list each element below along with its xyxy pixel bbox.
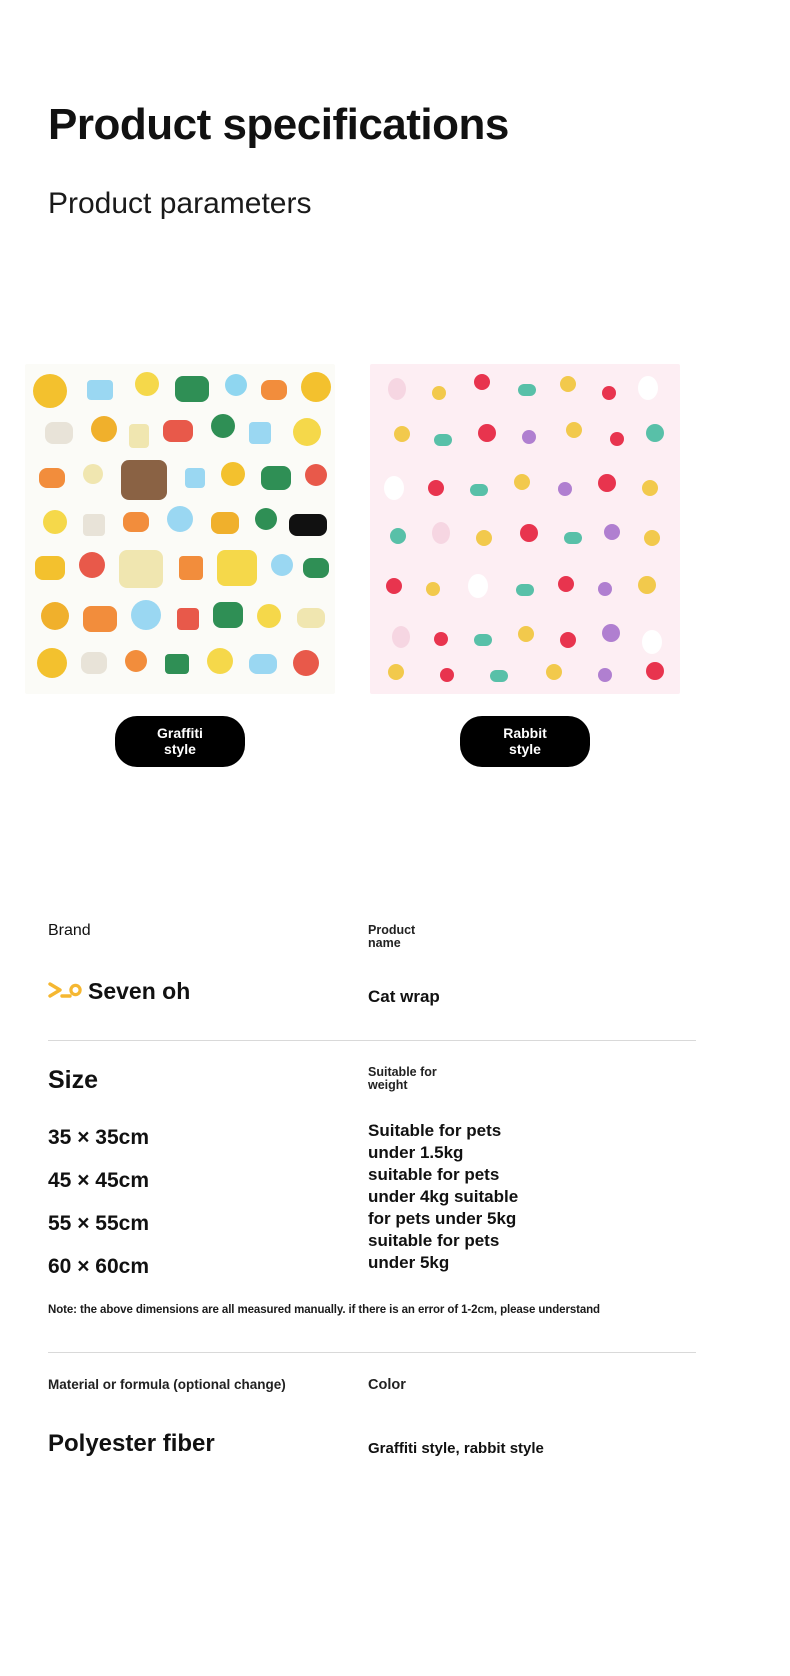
measurement-note: Note: the above dimensions are all measured manually. if there is an error of 1-2cm, please understand (48, 1304, 600, 1316)
brand-label: Brand (48, 922, 91, 939)
weight-line: suitable for pets (368, 1165, 500, 1184)
rabbit-pattern-image (370, 364, 680, 694)
size-option: 35 × 35cm (48, 1126, 150, 1149)
divider-1 (48, 1040, 696, 1041)
color-label: Color (368, 1377, 406, 1393)
badge-label-line2: style (509, 741, 541, 757)
badge-label-line1: Graffiti (157, 725, 203, 741)
section-subtitle: Product parameters (48, 187, 312, 220)
weight-list (368, 1120, 518, 1274)
size-label: Size (48, 1066, 99, 1094)
graffiti-pattern-image (25, 364, 335, 694)
swatch-item-rabbit[interactable] (370, 364, 680, 757)
size-option: 45 × 45cm (48, 1169, 150, 1192)
weight-line: for pets under 5kg (368, 1209, 517, 1228)
weight-line: under 4kg suitable (368, 1187, 519, 1206)
brand-name: Seven oh (88, 978, 191, 1004)
graffiti-badge-wrap (25, 716, 335, 767)
color-label-wrap (368, 1376, 406, 1394)
weight-line: under 1.5kg (368, 1143, 464, 1162)
product-name-label-line1: Product (368, 923, 416, 937)
product-name-value: Cat wrap (368, 987, 440, 1006)
swatch-gallery (0, 364, 790, 764)
weight-label-line1: Suitable for (368, 1065, 437, 1079)
page-title: Product specifications (48, 100, 509, 149)
weight-line: under 5kg (368, 1253, 450, 1272)
product-name-label (368, 924, 415, 950)
weight-line: suitable for pets (368, 1231, 500, 1250)
swatch-item-graffiti[interactable] (25, 364, 335, 757)
badge-label-line1: Rabbit (503, 725, 547, 741)
product-name-label-line2: name (368, 936, 401, 950)
seven-oh-logo-icon (48, 981, 82, 1003)
material-label-wrap (48, 1376, 286, 1394)
weight-label-line2: weight (368, 1078, 408, 1092)
material-label: Material or formula (optional change) (48, 1377, 286, 1392)
weight-line: Suitable for pets (368, 1121, 502, 1140)
rabbit-badge-wrap (370, 716, 680, 767)
weight-label (368, 1066, 437, 1092)
divider-2 (48, 1352, 696, 1353)
size-option: 60 × 60cm (48, 1255, 150, 1278)
swatch-badge-rabbit[interactable] (460, 716, 590, 767)
brand-value-row (48, 978, 190, 1005)
size-option: 55 × 55cm (48, 1212, 150, 1235)
swatch-badge-graffiti[interactable] (115, 716, 245, 767)
material-value: Polyester fiber (48, 1430, 215, 1457)
badge-label-line2: style (164, 741, 196, 757)
color-value: Graffiti style, rabbit style (368, 1440, 544, 1457)
size-list (48, 1116, 149, 1288)
